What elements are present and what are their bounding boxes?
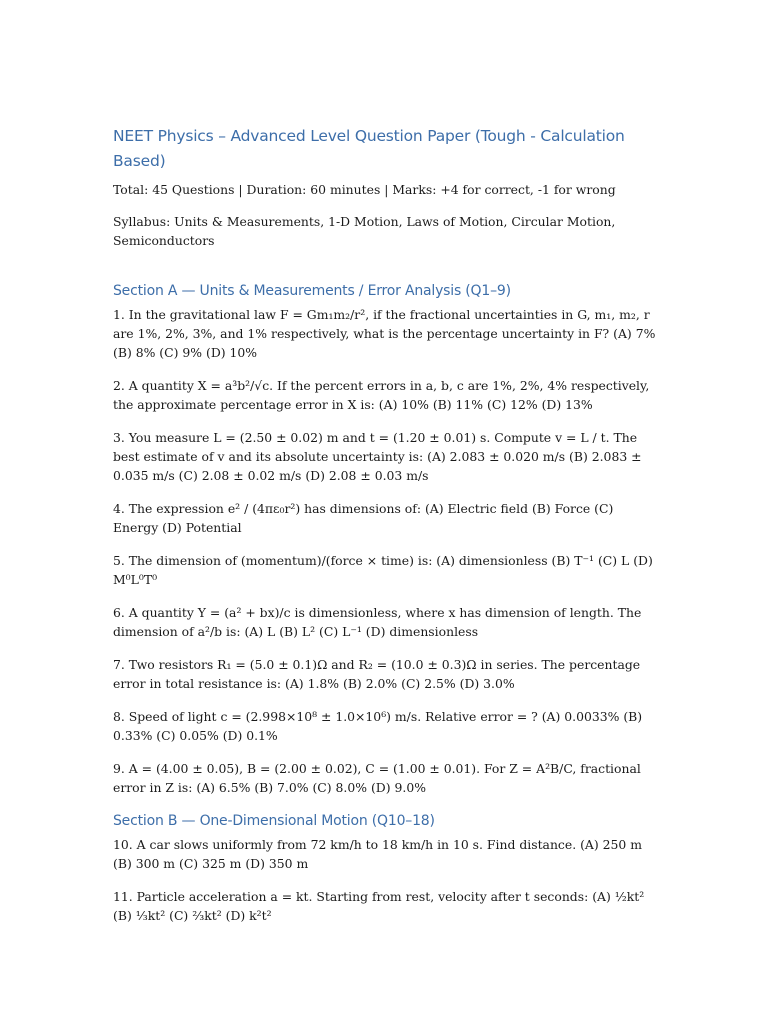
question-9: 9. A = (4.00 ± 0.05), B = (2.00 ± 0.02), C = (1.00 ± 0.01). For Z = A²B/C, fractional error in Z is: (A) 6.5% (B) 7.0% (C) 8.0% (D) 9.0% [113, 761, 641, 795]
section-heading: Section B — One-Dimensional Motion (Q10–18) [113, 813, 435, 829]
question-6: 6. A quantity Y = (a² + bx)/c is dimensionless, where x has dimension of length. The dimension of a²/b is: (A) L (B) L² (C) L⁻¹ (D) dimensionless [113, 605, 642, 639]
section-heading: Section A — Units & Measurements / Error Analysis (Q1–9) [113, 283, 511, 299]
syllabus: Syllabus: Units & Measurements, 1-D Motion, Laws of Motion, Circular Motion, Semiconductors [113, 214, 616, 248]
question-4: 4. The expression e² / (4πε₀r²) has dimensions of: (A) Electric field (B) Force (C) Energy (D) Potential [113, 501, 614, 535]
question-5: 5. The dimension of (momentum)/(force × time) is: (A) dimensionless (B) T⁻¹ (C) L (D) M⁰L⁰T⁰ [113, 553, 653, 587]
question-2: 2. A quantity X = a³b²/√c. If the percent errors in a, b, c are 1%, 2%, 4% respectively, the approximate percentage error in X is: (A) 10% (B) 11% (C) 12% (D) 13% [113, 378, 650, 412]
document-title: NEET Physics – Advanced Level Question Paper (Tough - Calculation Based) [113, 127, 625, 170]
question-10: 10. A car slows uniformly from 72 km/h to 18 km/h in 10 s. Find distance. (A) 250 m (B) 300 m (C) 325 m (D) 350 m [113, 837, 642, 871]
question-11: 11. Particle acceleration a = kt. Starting from rest, velocity after t seconds: (A) ½kt² (B) ⅓kt² (C) ⅔kt² (D) k²t² [113, 889, 645, 923]
section-a [113, 281, 658, 797]
question-3: 3. You measure L = (2.50 ± 0.02) m and t = (1.20 ± 0.01) s. Compute v = L / t. The best estimate of v and its absolute uncertainty is: (A) 2.083 ± 0.020 m/s (B) 2.083 ± 0.035 m/s (C) 2.08 ± 0.02 m/s (D) 2.08 ± 0.03 m/s [113, 430, 642, 483]
exam-meta: Total: 45 Questions | Duration: 60 minutes | Marks: +4 for correct, -1 for wrong [113, 182, 616, 197]
question-1: 1. In the gravitational law F = Gm₁m₂/r², if the fractional uncertainties in G, m₁, m₂, r are 1%, 2%, 3%, and 1% respectively, what is the percentage uncertainty in F? (A) 7% (B) 8% (C) 9% (D) 10% [113, 307, 656, 360]
question-8: 8. Speed of light c = (2.998×10⁸ ± 1.0×10⁶) m/s. Relative error = ? (A) 0.0033% (B) 0.33% (C) 0.05% (D) 0.1% [113, 709, 643, 743]
section-b [113, 811, 658, 925]
question-7: 7. Two resistors R₁ = (5.0 ± 0.1)Ω and R₂ = (10.0 ± 0.3)Ω in series. The percentage error in total resistance is: (A) 1.8% (B) 2.0% (C) 2.5% (D) 3.0% [113, 657, 641, 691]
